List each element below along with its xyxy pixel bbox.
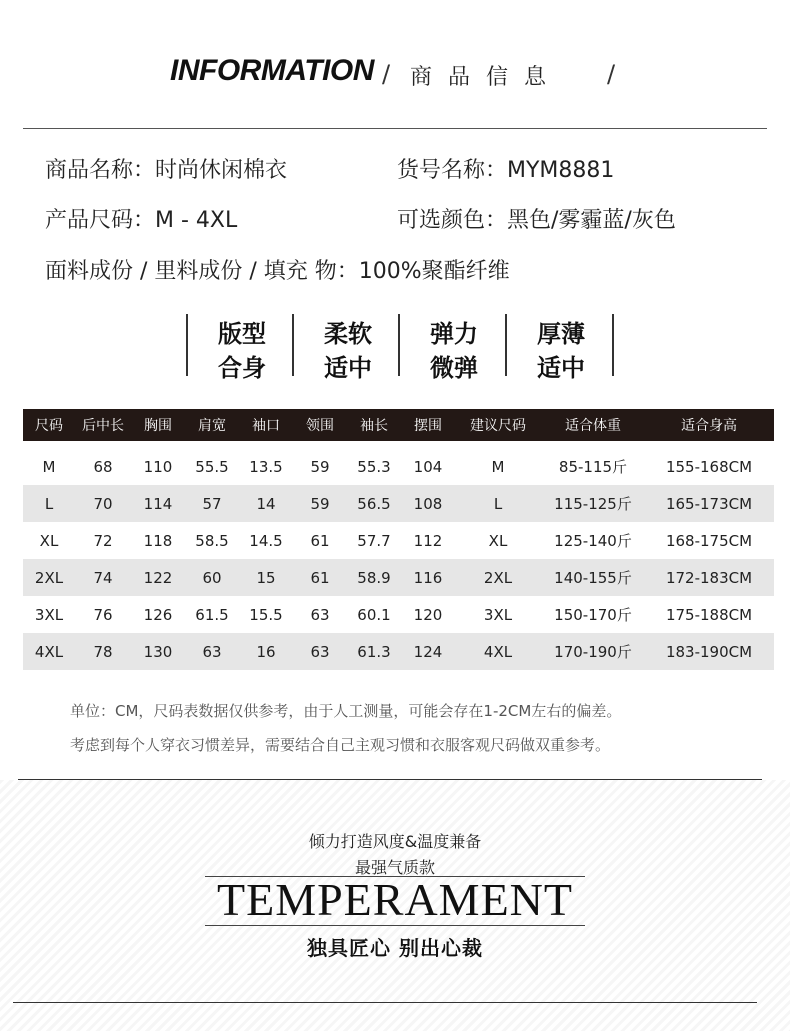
promo-subtitle-1: 倾力打造风度&温度兼备 (308, 832, 482, 851)
table-cell: 57.7 (357, 531, 391, 550)
item-number: 货号名称：MYM8881 (397, 158, 615, 183)
materials: 面料成份 / 里料成份 / 填充 物：100%聚酯纤维 (45, 259, 510, 284)
feature-value: 合身 (218, 354, 266, 382)
table-cell: 56.5 (347, 485, 401, 522)
table-row (454, 559, 774, 596)
table-cell: XL (488, 531, 508, 550)
feature-label: 弹力 (430, 320, 478, 348)
table-cell: 15 (239, 559, 293, 596)
promo-title: TEMPERAMENT (217, 874, 573, 925)
table-cell: 130 (131, 633, 185, 670)
header (0, 52, 790, 92)
table-cell: 4XL (454, 633, 542, 670)
feature-label: 厚薄 (537, 320, 585, 348)
table-cell: 170-190斤 (542, 633, 644, 670)
table-cell: 59 (293, 485, 347, 522)
note-advice: 考虑到每个人穿衣习惯差异，需要结合自己主观习惯和衣服客观尺码做双重参考。 (70, 736, 611, 754)
size-col-header: 胸围 (131, 409, 185, 441)
size-table (23, 409, 455, 670)
table-cell: 125-140斤 (554, 532, 632, 550)
table-cell: M (491, 457, 505, 476)
table-cell: 14.5 (249, 531, 283, 550)
table-row (454, 596, 774, 633)
table-row (23, 448, 455, 485)
table-cell: 68 (93, 457, 113, 476)
table-cell: 61 (293, 559, 347, 596)
table-cell: L (454, 485, 542, 522)
header-slash-right: / (607, 60, 616, 88)
table-cell: 63 (293, 633, 347, 670)
table-cell: 165-173CM (644, 485, 774, 522)
size-col-header: 后中长 (75, 409, 131, 441)
table-row (23, 633, 455, 670)
size-range: 产品尺码：M - 4XL (45, 208, 238, 233)
fit-col-header: 建议尺码 (454, 409, 542, 441)
table-cell: 60 (185, 559, 239, 596)
size-col-header: 领围 (293, 409, 347, 441)
promo-tagline: 独具匠心 别出心裁 (307, 936, 483, 960)
table-cell: 175-188CM (665, 605, 753, 624)
table-cell: 61.5 (195, 605, 229, 624)
feature-fit (186, 314, 296, 382)
table-cell: 58.5 (195, 531, 229, 550)
table-cell: 57 (185, 485, 239, 522)
table-cell: 60.1 (357, 605, 391, 624)
feature-thickness (505, 314, 615, 382)
feature-divider-end (612, 314, 614, 376)
feature-softness (292, 314, 402, 382)
feature-label: 版型 (218, 320, 266, 348)
table-cell: 2XL (454, 559, 542, 596)
table-cell: 126 (143, 605, 173, 624)
table-cell: 16 (239, 633, 293, 670)
table-cell: 70 (75, 485, 131, 522)
table-cell: 114 (131, 485, 185, 522)
table-cell: 76 (93, 605, 113, 624)
table-cell: 13.5 (249, 457, 283, 476)
table-cell: 59 (310, 457, 330, 476)
table-cell: 61.3 (347, 633, 401, 670)
table-row (23, 596, 455, 633)
table-cell: 172-183CM (644, 559, 774, 596)
table-cell: 55.3 (357, 457, 391, 476)
table-cell: XL (39, 531, 59, 550)
size-col-header: 摆围 (401, 409, 455, 441)
header-title-cn: 商品信息 (410, 65, 563, 90)
table-cell: 118 (143, 531, 173, 550)
promo-subtitle-2: 最强气质款 (354, 858, 435, 877)
table-row (23, 485, 455, 522)
fit-col-header: 适合体重 (542, 409, 644, 441)
table-cell: 120 (413, 605, 443, 624)
table-cell: 122 (131, 559, 185, 596)
table-row (454, 633, 774, 670)
note-unit: 单位：CM，尺码表数据仅供参考，由于人工测量，可能会存在1-2CM左右的偏差。 (70, 702, 622, 720)
table-cell: 104 (413, 457, 443, 476)
table-cell: 3XL (34, 605, 64, 624)
table-cell: 108 (401, 485, 455, 522)
table-cell: 3XL (483, 605, 513, 624)
table-row (23, 522, 455, 559)
size-col-header: 袖口 (239, 409, 293, 441)
table-cell: 168-175CM (665, 531, 753, 550)
divider-top (23, 128, 767, 129)
table-cell: 63 (185, 633, 239, 670)
table-cell: L (23, 485, 75, 522)
table-row (454, 448, 774, 485)
fit-table (454, 409, 774, 670)
table-cell: 63 (310, 605, 330, 624)
header-slash-left: / (382, 60, 391, 88)
table-row (454, 485, 774, 522)
table-cell: 55.5 (195, 457, 229, 476)
table-cell: 115-125斤 (542, 485, 644, 522)
table-cell: 150-170斤 (554, 606, 632, 624)
table-cell: 78 (75, 633, 131, 670)
table-cell: 183-190CM (644, 633, 774, 670)
divider-bottom (13, 1002, 757, 1003)
table-cell: 58.9 (347, 559, 401, 596)
table-cell: 14 (239, 485, 293, 522)
table-cell: 155-168CM (665, 457, 753, 476)
feature-value: 微弹 (430, 354, 478, 382)
feature-elasticity (398, 314, 508, 382)
table-row (23, 559, 455, 596)
size-col-header: 袖长 (347, 409, 401, 441)
table-cell: M (42, 457, 56, 476)
table-cell: 2XL (23, 559, 75, 596)
size-col-header: 尺码 (23, 409, 75, 441)
table-cell: 85-115斤 (558, 458, 628, 476)
table-cell: 110 (143, 457, 173, 476)
table-cell: 124 (401, 633, 455, 670)
color-options: 可选颜色：黑色/雾霾蓝/灰色 (397, 208, 676, 233)
feature-label: 柔软 (324, 320, 372, 348)
table-cell: 4XL (23, 633, 75, 670)
fit-col-header: 适合身高 (644, 409, 774, 441)
table-cell: 15.5 (249, 605, 283, 624)
table-cell: 72 (93, 531, 113, 550)
size-col-header: 肩宽 (185, 409, 239, 441)
table-cell: 116 (401, 559, 455, 596)
feature-value: 适中 (537, 354, 585, 382)
table-cell: 74 (75, 559, 131, 596)
table-cell: 140-155斤 (542, 559, 644, 596)
table-row (454, 522, 774, 559)
product-name: 商品名称：时尚休闲棉衣 (45, 158, 288, 183)
table-cell: 61 (310, 531, 330, 550)
header-title-en: INFORMATION (170, 54, 374, 87)
table-cell: 112 (413, 531, 443, 550)
feature-value: 适中 (324, 354, 372, 382)
